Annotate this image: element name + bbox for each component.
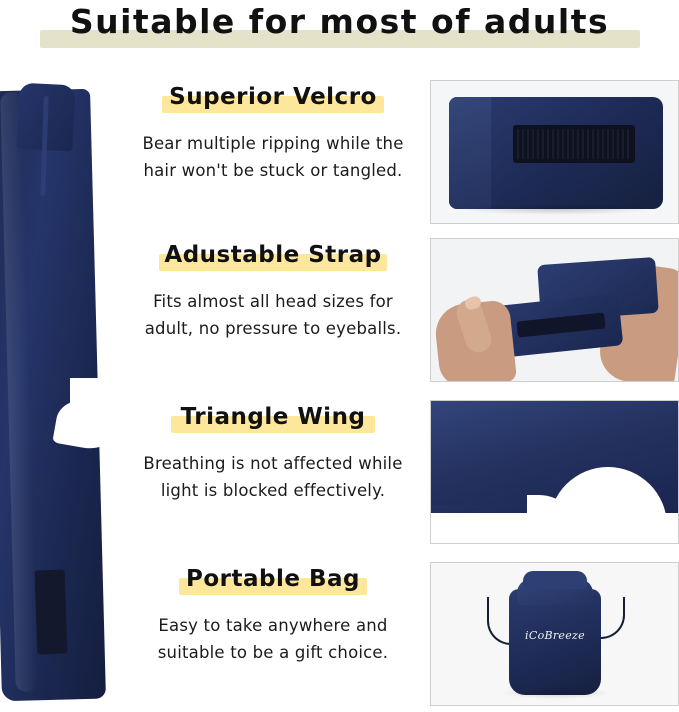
feature-heading-wrap [128,80,418,122]
feature-heading: Superior Velcro [169,84,377,110]
feature-text-block [128,562,418,712]
photo-shadow [501,687,611,699]
feature-heading-wrap [128,238,418,280]
feature-line: Fits almost all head sizes for [153,292,393,311]
portable-pouch-photo [430,562,679,706]
feature-row-portable-bag [128,562,679,712]
photo-base [431,513,679,543]
feature-text-block [128,238,418,388]
feature-row-triangle-wing [128,400,679,550]
pouch-ruffle [523,571,587,589]
pouch-brand-label: iCoBreeze [525,629,585,642]
triangle-nose-wing-photo [430,400,679,544]
feature-heading-wrap [128,400,418,442]
feature-description [128,450,418,504]
feature-line: Easy to take anywhere and [158,616,388,635]
mask-fold [449,97,491,209]
feature-row-velcro [128,80,679,230]
feature-text-block [128,400,418,550]
feature-line: hair won't be stuck or tangled. [143,161,403,180]
feature-description [128,288,418,342]
feature-line: light is blocked effectively. [160,481,386,500]
product-strip-image [0,78,118,703]
feature-row-strap [128,238,679,388]
photo-shadow [457,203,657,215]
velcro-closeup-photo [430,80,679,224]
feature-text-block [128,80,418,230]
velcro-patch [513,125,635,163]
feature-heading-wrap [128,562,418,604]
feature-heading: Adustable Strap [164,242,382,268]
hands-adjusting-strap-photo [430,238,679,382]
feature-line: Breathing is not affected while [143,454,403,473]
feature-line: adult, no pressure to eyeballs. [144,319,402,338]
feature-description [128,612,418,666]
page-header [0,0,679,52]
page-title: Suitable for most of adults [69,2,610,41]
strip-velcro-patch [35,570,68,655]
feature-heading: Triangle Wing [180,404,366,430]
feature-heading: Portable Bag [186,566,360,592]
feature-description [128,130,418,184]
feature-line: Bear multiple ripping while the [142,134,404,153]
feature-line: suitable to be a gift choice. [157,643,389,662]
